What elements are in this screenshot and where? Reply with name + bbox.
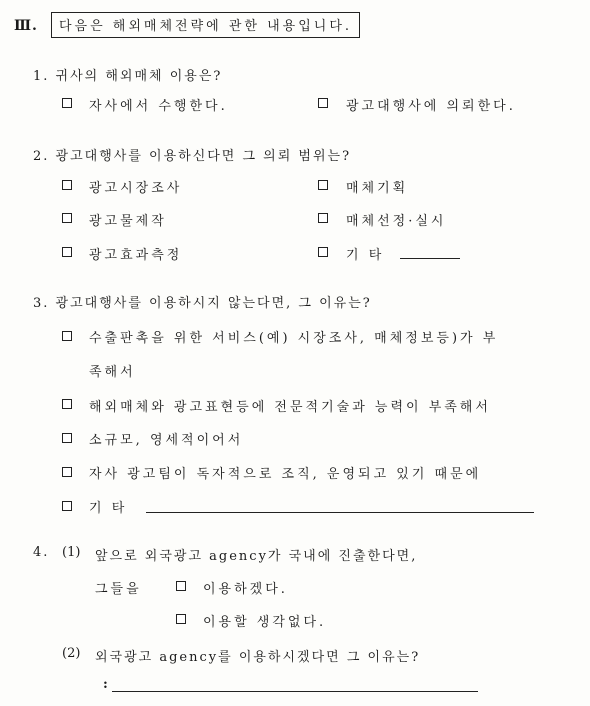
- q2-other-blank[interactable]: [400, 258, 460, 259]
- checkbox-q2-ad-production[interactable]: [62, 213, 72, 223]
- checkbox-q3-small-scale[interactable]: [62, 433, 72, 443]
- checkbox-q2-other[interactable]: [318, 247, 328, 257]
- question-4-2-number: (2): [62, 646, 81, 661]
- q3-other-blank[interactable]: [146, 512, 534, 513]
- question-4-1-prefix: 그들을: [95, 582, 142, 597]
- option-q3-expertise: 해외매체와 광고표현등에 전문적기술과 능력이 부족해서: [89, 400, 491, 415]
- option-q3-other: 기 타: [89, 501, 128, 516]
- checkbox-q3-service[interactable]: [62, 331, 72, 341]
- checkbox-q3-other[interactable]: [62, 501, 72, 511]
- q4-2-answer-blank[interactable]: [112, 691, 478, 692]
- option-q2-other: 기 타: [346, 248, 385, 263]
- question-3: 3. 광고대행사를 이용하시지 않는다면, 그 이유는?: [33, 296, 372, 311]
- question-4-1-number: (1): [62, 545, 81, 560]
- option-q2-ad-production: 광고물제작: [89, 214, 167, 229]
- option-q2-effect-measurement: 광고효과측정: [89, 248, 183, 263]
- option-q4-no-intention: 이용할 생각없다.: [203, 615, 327, 630]
- checkbox-q3-expertise[interactable]: [62, 399, 72, 409]
- option-q1-agency: 광고대행사에 의뢰한다.: [346, 99, 516, 114]
- option-q3-small-scale: 소규모, 영세적이어서: [89, 433, 244, 448]
- option-q1-self: 자사에서 수행한다.: [89, 99, 228, 114]
- checkbox-q2-media-selection[interactable]: [318, 213, 328, 223]
- q4-2-answer-colon: :: [103, 677, 108, 692]
- checkbox-q3-inhouse-team[interactable]: [62, 467, 72, 477]
- option-q2-market-research: 광고시장조사: [89, 181, 183, 196]
- question-4-1: 앞으로 외국광고 agency가 국내에 진출한다면,: [95, 549, 418, 564]
- option-q2-media-selection: 매체선정·실시: [346, 214, 447, 229]
- checkbox-q2-effect-measurement[interactable]: [62, 247, 72, 257]
- option-q3-inhouse-team: 자사 광고팀이 독자적으로 조직, 운영되고 있기 때문에: [89, 467, 482, 482]
- question-4-number: 4.: [33, 545, 50, 560]
- checkbox-q1-self[interactable]: [62, 98, 72, 108]
- question-4-2: 외국광고 agency를 이용하시겠다면 그 이유는?: [95, 650, 421, 665]
- checkbox-q2-market-research[interactable]: [62, 180, 72, 190]
- option-q3-service: 수출판촉을 위한 서비스(예) 시장조사, 매체정보등)가 부: [89, 331, 499, 346]
- option-q3-service-cont: 족해서: [89, 365, 136, 380]
- question-1: 1. 귀사의 해외매체 이용은?: [33, 69, 223, 84]
- checkbox-q4-will-use[interactable]: [176, 581, 186, 591]
- checkbox-q1-agency[interactable]: [318, 98, 328, 108]
- option-q4-will-use: 이용하겠다.: [203, 582, 288, 597]
- section-number: Ⅲ.: [14, 18, 38, 34]
- checkbox-q2-media-planning[interactable]: [318, 180, 328, 190]
- section-title: 다음은 해외매체전략에 관한 내용입니다.: [51, 12, 360, 38]
- option-q2-media-planning: 매체기획: [346, 181, 409, 196]
- checkbox-q4-no-intention[interactable]: [176, 614, 186, 624]
- question-2: 2. 광고대행사를 이용하신다면 그 의뢰 범위는?: [33, 149, 352, 164]
